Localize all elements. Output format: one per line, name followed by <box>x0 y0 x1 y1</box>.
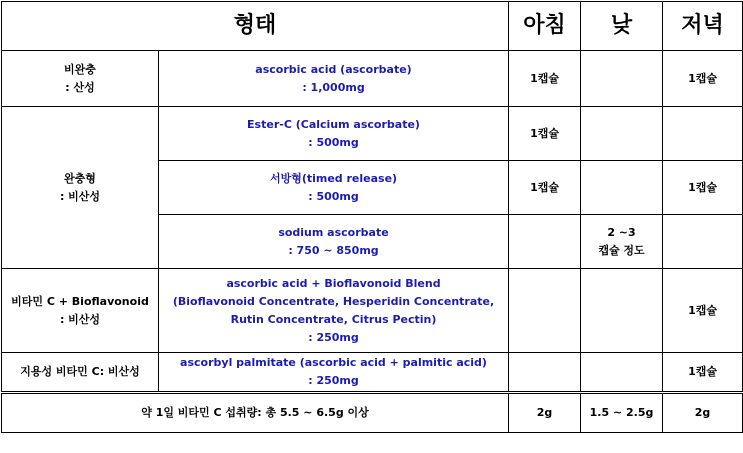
morning-cell: 1캡슐 <box>509 161 581 215</box>
evening-cell <box>663 107 743 161</box>
evening-cell: 1캡슐 <box>663 51 743 107</box>
total-evening: 2g <box>663 393 743 433</box>
form-line: Rutin Concentrate, Citrus Pectin) <box>230 312 437 326</box>
noon-cell <box>581 51 663 107</box>
category-line: 지용성 비타민 C: 비산성 <box>20 365 140 378</box>
category-line: : 비산성 <box>59 189 101 203</box>
header-row <box>2 2 743 51</box>
category-cell <box>2 107 159 269</box>
form-cell <box>159 353 509 393</box>
category-line: 비타민 C + Bioflavonoid <box>11 294 149 308</box>
morning-cell: 1캡슐 <box>509 51 581 107</box>
noon-cell <box>581 215 663 269</box>
category-cell <box>2 269 159 353</box>
evening-cell: 1캡슐 <box>663 353 743 393</box>
noon-line: 캡슐 정도 <box>598 243 645 257</box>
table-row <box>2 51 743 107</box>
form-line: : 250mg <box>308 330 359 344</box>
total-noon: 1.5 ~ 2.5g <box>581 393 663 433</box>
evening-cell: 1캡슐 <box>663 161 743 215</box>
header-morning: 아침 <box>509 2 581 51</box>
total-row <box>2 393 743 433</box>
total-morning: 2g <box>509 393 581 433</box>
form-line: : 500mg <box>308 135 359 149</box>
form-line: ascorbic acid (ascorbate) <box>255 62 412 76</box>
form-cell <box>159 161 509 215</box>
form-cell <box>159 269 509 353</box>
category-cell <box>2 51 159 107</box>
morning-cell: 1캡슐 <box>509 107 581 161</box>
form-line: (Bioflavonoid Concentrate, Hesperidin Concentrate, <box>172 294 495 308</box>
form-line: ascorbyl palmitate (ascorbic acid + palmitic acid) <box>180 356 487 369</box>
form-cell <box>159 107 509 161</box>
form-cell <box>159 51 509 107</box>
form-line: : 500mg <box>308 189 359 203</box>
table-row <box>2 107 743 161</box>
evening-cell: 1캡슐 <box>663 269 743 353</box>
form-line: Ester-C (Calcium ascorbate) <box>247 117 420 131</box>
table-row <box>2 353 743 393</box>
form-line: : 750 ~ 850mg <box>288 243 379 257</box>
category-cell <box>2 353 159 393</box>
morning-cell <box>509 353 581 393</box>
vitamin-c-dosage-table <box>1 1 743 433</box>
header-evening: 저녁 <box>663 2 743 51</box>
noon-cell <box>581 161 663 215</box>
category-line: 비완충 <box>64 62 96 76</box>
category-line: : 비산성 <box>59 312 101 326</box>
noon-cell <box>581 269 663 353</box>
noon-cell <box>581 107 663 161</box>
form-line: sodium ascorbate <box>278 225 389 239</box>
morning-cell <box>509 269 581 353</box>
noon-cell <box>581 353 663 393</box>
form-cell <box>159 215 509 269</box>
morning-cell <box>509 215 581 269</box>
noon-line: 2 ~3 <box>607 225 636 239</box>
total-label: 약 1일 비타민 C 섭취량: 총 5.5 ~ 6.5g 이상 <box>2 393 509 433</box>
category-line: 완충형 <box>64 171 96 185</box>
table-row <box>2 269 743 353</box>
form-line: 서방형(timed release) <box>269 171 398 185</box>
form-line: : 250mg <box>308 374 359 387</box>
form-line: : 1,000mg <box>302 80 365 94</box>
header-form: 형태 <box>2 2 509 51</box>
evening-cell <box>663 215 743 269</box>
header-noon: 낮 <box>581 2 663 51</box>
form-line: ascorbic acid + Bioflavonoid Blend <box>226 276 441 290</box>
category-line: : 산성 <box>65 80 95 94</box>
